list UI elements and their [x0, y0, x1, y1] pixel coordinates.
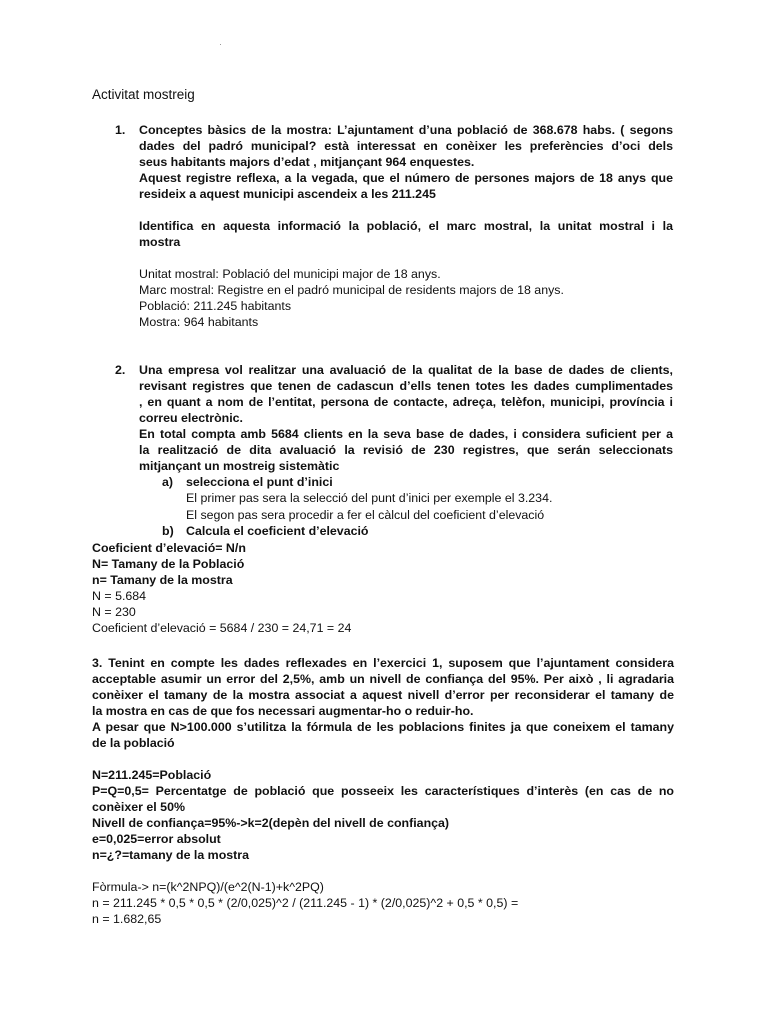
- q1-paragraph-line: Aquest registre reflexa, a la vegada, que el número de persones majors de 18 anys que: [139, 171, 673, 185]
- q2-number: 2.: [115, 363, 126, 377]
- q1-paragraph-line: dades del padró municipal? està interessat en conèixer les preferències d’oci dels: [139, 139, 673, 153]
- q1-paragraph-line: seus habitants majors d’edat , mitjançant 964 enquestes.: [139, 155, 475, 169]
- q2-item-a-answer: El segon pas sera procedir a fer el càlcul del coeficient d’elevació: [186, 508, 545, 522]
- q1-paragraph-line: Conceptes bàsics de la mostra: L’ajuntament d’una població de 368.678 habs. ( segons: [139, 123, 673, 137]
- q1-answer-line: Unitat mostral: Població del municipi major de 18 anys.: [139, 267, 441, 281]
- q3-definition: Nivell de confiança=95%->k=2(depèn del nivell de confiança): [92, 816, 450, 830]
- q2-paragraph-line: mitjançant un mostreig sistemàtic: [139, 459, 340, 473]
- q1-paragraph-line: resideix a aquest municipi ascendeix a les 211.245: [139, 187, 436, 201]
- q3-paragraph-line: acceptable asumir un error del 2,5%, amb un nivell de confiança del 95%. Per això , li agradaria: [92, 672, 674, 686]
- q3-paragraph-line: de la població: [92, 736, 175, 750]
- q3-definition: e=0,025=error absolut: [92, 832, 221, 846]
- q2-item-b-label: b): [162, 524, 174, 538]
- q3-formula-substitution: n = 211.245 * 0,5 * 0,5 * (2/0,025)^2 / (211.245 - 1) * (2/0,025)^2 + 0,5 * 0,5) =: [92, 896, 519, 910]
- q1-answer-line: Marc mostral: Registre en el padró municipal de residents majors de 18 anys.: [139, 283, 564, 297]
- q2-paragraph-line: , en quant a nom de l’entitat, persona de contacte, adreça, telèfon, municipi, província i: [139, 395, 673, 409]
- q1-question-line: Identifica en aquesta informació la població, el marc mostral, la unitat mostral i la: [139, 219, 673, 233]
- q2-item-a-answer: El primer pas sera la selecció del punt d’inici per exemple el 3.234.: [186, 491, 553, 505]
- q3-paragraph-line: 3. Tenint en compte les dades reflexades en l’exercici 1, suposem que l’ajuntament considera: [92, 656, 674, 670]
- q2-paragraph-line: correu electrònic.: [139, 411, 243, 425]
- q2-definition: Coeficient d’elevació= N/n: [92, 541, 246, 555]
- q3-definition: n=¿?=tamany de la mostra: [92, 848, 250, 862]
- q2-paragraph-line: En total compta amb 5684 clients en la seva base de dades, i considera suficient per a: [139, 427, 673, 441]
- q2-calculation: N = 230: [92, 605, 136, 619]
- q3-definition: conèixer el 50%: [92, 800, 185, 814]
- q3-definition: N=211.245=Població: [92, 768, 212, 782]
- document-title: Activitat mostreig: [92, 87, 195, 102]
- q2-item-a-label: a): [162, 475, 174, 489]
- q2-calculation: Coeficient d’elevació = 5684 / 230 = 24,71 = 24: [92, 621, 352, 635]
- page-mark: [220, 44, 221, 45]
- q3-formula-result: n = 1.682,65: [92, 912, 162, 926]
- q1-question-line: mostra: [139, 235, 181, 249]
- q1-number: 1.: [115, 123, 126, 137]
- q3-paragraph-line: conèixer el tamany de la mostra associat a aquest nivell d’error per reconsiderar el tamany de: [92, 688, 674, 702]
- q3-paragraph-line: la mostra en cas de que fos necessari augmentar-ho o reduir-ho.: [92, 704, 474, 718]
- q2-paragraph-line: revisant registres que tenen de cadascun d’ells tenen totes les dades cumplimentades: [139, 379, 673, 393]
- q2-definition: N= Tamany de la Població: [92, 557, 245, 571]
- q2-definition: n= Tamany de la mostra: [92, 573, 233, 587]
- q2-item-b-text: Calcula el coeficient d’elevació: [186, 524, 369, 538]
- q2-paragraph-line: Una empresa vol realitzar una avaluació de la qualitat de la base de dades de clients,: [139, 363, 673, 377]
- q2-calculation: N = 5.684: [92, 589, 147, 603]
- q3-definition: P=Q=0,5= Percentatge de població que posseeix les característiques d’interès (en cas de no: [92, 784, 674, 798]
- q2-item-a-text: selecciona el punt d’inici: [186, 475, 333, 489]
- q3-paragraph-line: A pesar que N>100.000 s’utilitza la fórmula de les poblacions finites ja que coneixem el tamany: [92, 720, 674, 734]
- q2-paragraph-line: la realització de dita avaluació la revisió de 230 registres, que serán seleccionats: [139, 443, 673, 457]
- q3-formula: Fòrmula-> n=(k^2NPQ)/(e^2(N-1)+k^2PQ): [92, 880, 324, 894]
- q1-answer-line: Mostra: 964 habitants: [139, 315, 259, 329]
- q1-answer-line: Població: 211.245 habitants: [139, 299, 292, 313]
